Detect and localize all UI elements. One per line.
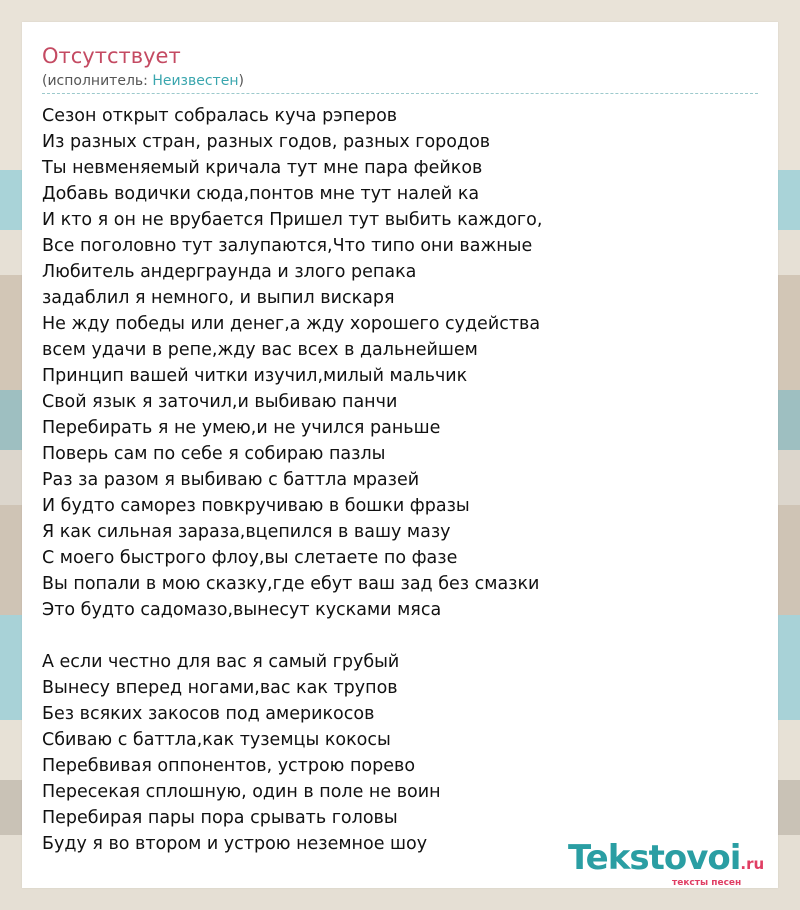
title-divider [42,93,758,94]
lyric-line: Ты невменяемый кричала тут мне пара фейков [42,158,483,178]
lyric-line: Раз за разом я выбиваю с баттла мразей [42,470,420,490]
logo-wordmark [568,840,778,882]
logo-tld: .ru [740,855,765,873]
lyrics-card [22,22,778,888]
lyric-line: Я как сильная зараза,вцепился в вашу мазу [42,522,451,542]
artist-link[interactable]: Неизвестен [152,73,239,89]
lyric-line: задаблил я немного, и выпил вискаря [42,288,395,308]
lyric-line: Вынесу вперед ногами,вас как трупов [42,678,398,698]
lyric-line: Без всяких закосов под америкосов [42,704,375,724]
artist-prefix: (исполнитель: [42,73,153,89]
lyric-line: Перебирать я не умею,и не учился раньше [42,418,441,438]
lyric-line: Любитель андерграунда и злого репака [42,262,417,282]
lyric-line: Перебвивая оппонентов, устрою порево [42,756,416,776]
song-title: Отсутствует [42,44,181,68]
lyric-line: Буду я во втором и устрою неземное шоу [42,834,428,854]
lyric-line: Все поголовно тут залупаются,Что типо они важные [42,236,533,256]
logo-tagline: тексты песен [672,878,742,888]
lyric-line: Принцип вашей читки изучил,милый мальчик [42,366,468,386]
artist-suffix: ) [238,73,244,89]
lyric-line: Сбиваю с баттла,как туземцы кокосы [42,730,391,750]
lyric-line: А если честно для вас я самый грубый [42,652,400,672]
lyric-line: Перебирая пары пора срывать головы [42,808,398,828]
lyric-line: Пересекая сплошную, один в поле не воин [42,782,441,802]
logo-name: Tekstovoi [568,838,741,878]
lyric-line: Поверь сам по себе я собираю пазлы [42,444,386,464]
lyric-line: Добавь водички сюда,понтов мне тут налей ка [42,184,480,204]
lyrics-text [42,103,542,857]
artist-line [42,73,244,89]
lyric-line: Не жду победы или денег,а жду хорошего судейства [42,314,541,334]
lyric-line: Сезон открыт собралась куча рэперов [42,106,398,126]
lyric-line: всем удачи в репе,жду вас всех в дальнейшем [42,340,478,360]
site-logo[interactable] [568,838,778,888]
lyric-line: Это будто садомазо,вынесут кусками мяса [42,600,442,620]
lyric-line: И кто я он не врубается Пришел тут выбить каждого, [42,210,543,230]
lyric-line: С моего быстрого флоу,вы слетаете по фазе [42,548,458,568]
lyric-line: И будто саморез повкручиваю в бошки фразы [42,496,470,516]
stanza-gap [42,623,542,649]
lyric-line: Вы попали в мою сказку,где ебут ваш зад без смазки [42,574,540,594]
lyric-line: Свой язык я заточил,и выбиваю панчи [42,392,398,412]
lyric-line: Из разных стран, разных годов, разных городов [42,132,491,152]
